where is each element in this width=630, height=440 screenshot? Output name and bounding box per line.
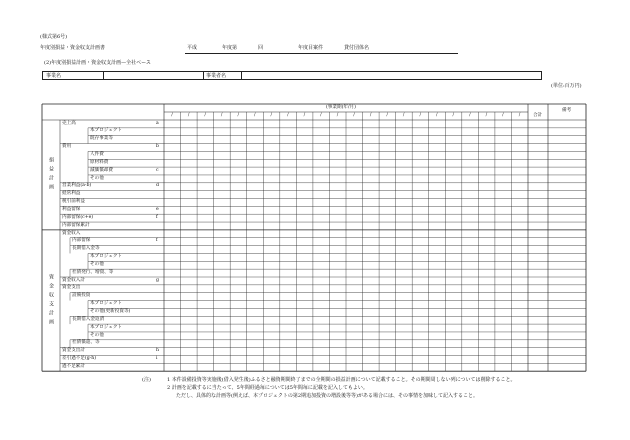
cf-row-label: 内部留保 [72,238,91,244]
cf-row-marker: f [156,238,158,244]
period-slash: / [436,113,438,118]
pl-row-label: 原材料費 [90,159,109,165]
cf-row-label: 長期借入金返済 [72,316,105,322]
period-slash: / [237,113,240,118]
pl-row-marker: a [156,120,159,126]
period-slash: / [518,113,521,118]
pl-row-label: 経常利益 [62,191,81,197]
period-slash: / [303,113,306,118]
pl-row-label: 営業利益(a-b) [62,183,92,189]
cf-row-label: 資金収入 [62,230,81,236]
period-slash: / [502,113,504,118]
pl-row-label: 費用 [62,144,72,150]
cf-row-label: 過不足累計 [62,363,85,369]
pl-row-marker: c [156,167,159,173]
form-label: (様式第6号) [40,34,68,40]
pl-row-label: 売上高 [62,120,76,126]
pl-row-label: 内部留保累計 [62,222,90,228]
pl-row-label: 税引前利益 [62,199,85,205]
note-3: ただし、具体的な計画等(例えば、本プロジェクトの第2期追加投資の増設後等等)がある場合には、その事情を加味して記入すること。 [176,393,478,399]
header-year-unit: 年度目案件 [298,45,324,51]
period-slash: / [469,113,471,118]
section-title: (2)年度別損益計画・資金収支計画—全社ベース [44,60,151,66]
pl-group-label: 損益計画 [48,156,54,193]
cf-row-label: 資金収入計 [62,277,85,283]
pl-row-marker: b [156,144,159,150]
pl-row-label: 人件費 [90,152,104,157]
cf-row-label: その他 [90,332,104,338]
pl-row-label: その他 [90,175,104,181]
business-name-label: 事業名 [46,73,62,79]
pl-row-marker: d [156,183,159,189]
period-slash: / [171,113,173,118]
pl-row-label: 本プロジェクト [90,128,123,134]
total-header: 合計 [533,113,543,118]
cf-row-marker: i [156,356,158,362]
remarks-header: 備考 [562,108,572,113]
cf-row-label: その他 [90,261,104,267]
period-slash: / [187,113,190,118]
pl-row-marker: f [156,214,158,220]
cf-row-label: 社債償還、等 [72,340,100,346]
operator-name-label: 事業者名 [206,73,227,79]
header-applicant: 貸付団体名 [344,45,370,51]
period-slash: / [386,113,388,118]
period-slash: / [353,113,355,118]
cf-row-label: その他(更新投資等) [90,309,131,314]
cf-row-label: 本プロジェクト [90,254,123,260]
pl-row-label: 利益留保 [62,206,81,212]
period-slash: / [254,113,256,118]
period-slash: / [485,113,488,118]
period-header: (事業期(年/月) [326,105,356,110]
pl-row-label: 減価償却費 [90,167,113,173]
pl-row-label: 内部留保(c+e) [62,214,94,220]
period-slash: / [287,113,289,118]
cf-row-marker: g [156,277,159,283]
period-slash: / [402,113,405,118]
header-era: 平成 [187,45,198,51]
cf-row-marker: h [156,348,159,354]
period-slash: / [204,113,206,118]
cf-row-label: 資金支出計 [62,348,85,354]
period-slash: / [270,113,273,118]
header-round: 回 [258,45,264,51]
notes-label: (注) [142,377,151,383]
unit-note: (単位:百万円) [551,83,582,89]
pl-row-marker: e [156,206,159,212]
period-slash: / [419,113,422,118]
cf-row-label: 差引過不足(g-h) [62,356,97,362]
note-2: 2 計画を記載するに当たって、5年間経過毎については5年間毎に記載を記入してもよい。 [167,385,368,391]
header-fiscal-year: 年度第 [222,45,238,51]
header-title: 年度別損益・資金収支計画書 [40,45,106,51]
period-slash: / [369,113,372,118]
cf-row-label: 本プロジェクト [90,324,123,330]
pl-row-label: 既存事業等 [90,136,113,142]
period-slash: / [320,113,322,118]
cf-row-label: 社債発行、増資、等 [72,269,114,275]
cf-row-label: 本プロジェクト [90,301,123,307]
note-1: 1 本件設備投資等実施後(借入発生後)ふるさと融資期間終了までの全期間の損益計画について記載すること。その期間周しない列については削除すること。 [167,377,516,383]
cf-group-label: 資金収支計画 [48,273,54,328]
period-slash: / [336,113,339,118]
cf-row-label: 設備投資 [72,293,91,299]
cf-row-label: 長期借入金等 [72,246,100,252]
period-slash: / [452,113,455,118]
cf-row-label: 資金支出 [62,285,81,291]
period-slash: / [220,113,223,118]
